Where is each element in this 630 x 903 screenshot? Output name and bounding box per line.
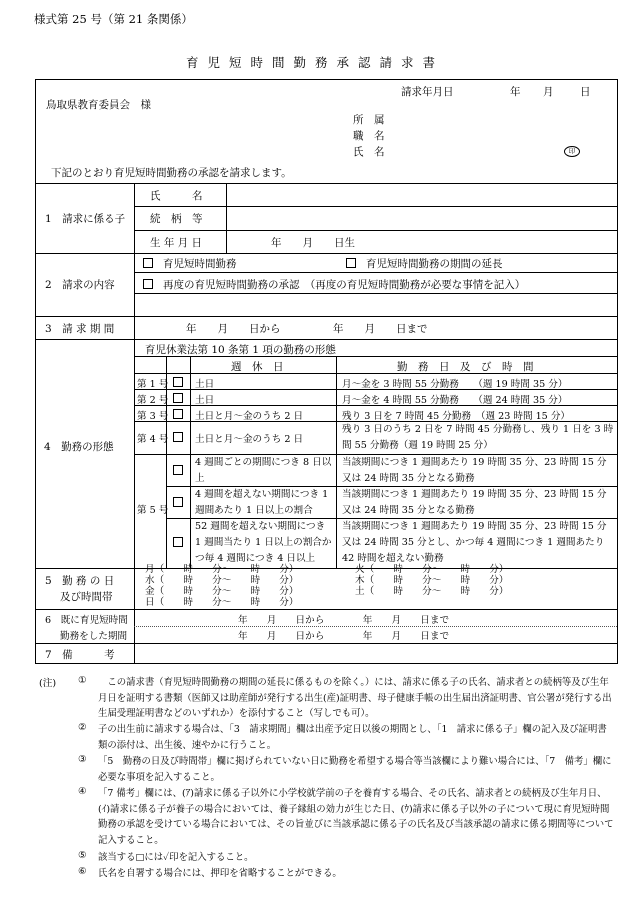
checkbox-short-time[interactable] [143, 258, 153, 268]
frame-top [35, 79, 618, 80]
row-no: 第 1 号 [137, 379, 169, 390]
section2-label: 2 請求の内容 [45, 279, 115, 291]
note-mark: ② [78, 722, 87, 733]
day-slot: 木（ 時 分～ 時 分） [355, 575, 509, 586]
day-slot: 水（ 時 分～ 時 分） [145, 575, 299, 586]
frame-bottom [35, 663, 618, 664]
note-text: 「5 勤務の日及び時間帯」欄に掲げられていない日に勤務を希望する場合等当該欄により難い場合には、「7 備考」欄に必要な事項を記入すること。 [98, 756, 612, 783]
section1-label: 1 請求に係る子 [45, 213, 126, 225]
checkbox-form-5a[interactable] [173, 465, 183, 475]
work-hours-cell: 当該期間につき 1 週間あたり 19 時間 35 分、23 時間 15 分又は 24 時間 35 分となる勤務 [342, 457, 607, 484]
section3-label: 3 請 求 期 間 [45, 323, 115, 335]
section6-label-2: 勤務をした期間 [60, 631, 128, 642]
checkbox-form-1[interactable] [173, 377, 183, 387]
addressee: 鳥取県教育委員会 様 [46, 99, 151, 111]
checkbox-form-5c[interactable] [173, 537, 183, 547]
checkbox-extension[interactable] [346, 258, 356, 268]
day-slot: 日（ 時 分～ 時 分） [145, 597, 299, 608]
form-title: 育児短時間勤務承認請求書 [185, 55, 444, 70]
checkbox-form-4[interactable] [173, 432, 183, 442]
rest-days-cell: 土日と月～金のうち 2 日 [195, 434, 304, 445]
child-name-label: 氏 名 [150, 190, 203, 202]
rest-days-cell: 土日 [195, 395, 215, 406]
note-mark: ⑥ [78, 866, 87, 877]
note-text: 該当する□には✓印を記入すること。 [98, 852, 254, 863]
row-no: 第 4 号 [137, 434, 169, 445]
note-mark: ① [78, 675, 87, 686]
rest-days-cell: 土日と月～金のうち 2 日 [195, 411, 304, 422]
work-hours-cell: 残り 3 日を 7 時間 45 分勤務 （週 23 時間 15 分） [342, 411, 571, 422]
section5-label-1: 5 勤 務 の 日 [45, 575, 115, 587]
work-hours-cell: 当該期間につき 1 週間あたり 19 時間 35 分、23 時間 15 分又は 24 時間 35 分とし、かつ毎 4 週間につき 1 週間あたり 42 時間を超えない勤務 [342, 521, 607, 564]
notes-label: (注) [39, 678, 57, 689]
row-no: 第 2 号 [137, 395, 169, 406]
period-line-1: 年 月 日から 年 月 日まで [238, 615, 450, 626]
checkbox-form-5b[interactable] [173, 497, 183, 507]
checkbox-reapproval[interactable] [143, 279, 153, 289]
seal-mark: 印 [564, 146, 580, 157]
position-label: 職 名 [353, 130, 385, 142]
frame-left [35, 79, 36, 664]
rest-days-cell: 4 週間ごとの期間につき 8 日以上 [195, 457, 332, 484]
request-month: 月 [543, 86, 554, 98]
row-no: 第 5 号 [137, 505, 169, 516]
child-relation-label: 続 柄 等 [150, 213, 203, 225]
work-hours-cell: 当該期間につき 1 週間あたり 19 時間 35 分、23 時間 15 分又は 24 時間 35 分となる勤務 [342, 489, 607, 516]
section4-label: 4 勤務の形態 [44, 441, 114, 453]
request-year: 年 [510, 86, 521, 98]
rest-days-cell: 土日 [195, 379, 215, 390]
checkbox-form-3[interactable] [173, 409, 183, 419]
row-no: 第 3 号 [137, 411, 169, 422]
note-text: この請求書（育児短時間勤務の期間の延長に係るものを除く。）には、請求に係る子の氏名、請求者との続柄等及び生年月日を証明する書類（医師又は助産師が発行する出生(産)証明書、母子健康手帳の出生届出済証明書、官公署が発行する出生届受理証明書などのいずれか）を添付すること（写しでも可）。 [98, 677, 612, 719]
section5-label-2: 及び時間帯 [60, 591, 113, 603]
period-value: 年 月 日から 年 月 日まで [186, 323, 428, 335]
section6-label-1: 6 既に育児短時間 [45, 615, 128, 626]
work-hours-cell: 月～金を 4 時間 55 分勤務 （週 24 時間 35 分） [342, 395, 568, 406]
work-hours-cell: 残り 3 日のうち 2 日を 7 時間 45 分勤務し、残り 1 日を 3 時間 55 分勤務（週 19 時間 25 分） [342, 424, 614, 451]
frame-right [617, 79, 618, 664]
day-slot: 火（ 時 分～ 時 分） [355, 564, 509, 575]
option-reapproval: 再度の育児短時間勤務の承認 （再度の育児短時間勤務が必要な事情を記入） [163, 279, 526, 291]
option-short-time: 育児短時間勤務 [163, 258, 237, 270]
option-extension: 育児短時間勤務の期間の延長 [366, 258, 503, 270]
checkbox-form-2[interactable] [173, 393, 183, 403]
note-text: 「7 備考」欄には、(ｱ)請求に係る子以外に小学校就学前の子を養育する場合、その氏名、請求者との続柄及び生年月日、(ｲ)請求に係る子が養子の場合においては、養子縁組の効力が生じた日、(ｳ)請求に係る子以外の子について現に育児短時間勤務の承認を受けている場合においては、その旨並びに当該承認に係る子の氏名及び当該承認の請求に係る期間等について記入すること。 [98, 788, 614, 846]
section7-label: 7 備 考 [45, 649, 115, 661]
work-form-header: 育児休業法第 10 条第 1 項の勤務の形態 [145, 344, 336, 356]
request-date-label: 請求年月日 [401, 86, 454, 98]
request-day: 日 [580, 86, 591, 98]
day-slot: 月（ 時 分～ 時 分） [145, 564, 299, 575]
col-work-hours: 勤 務 日 及 び 時 間 [397, 361, 534, 373]
day-slot: 土（ 時 分～ 時 分） [355, 586, 509, 597]
note-mark: ③ [78, 754, 87, 765]
note-text: 氏名を自署する場合には、押印を省略することができる。 [98, 868, 342, 879]
name-label: 氏 名 [353, 146, 385, 158]
rest-days-cell: 52 週間を超えない期間につき 1 週間当たり 1 日以上の割合かつ毎 4 週間につき 4 日以上 [195, 521, 332, 564]
affiliation-label: 所 属 [353, 114, 385, 126]
note-text: 子の出生前に請求する場合は、「3 請求期間」欄は出産予定日以後の期間とし、「1 請求に係る子」欄の記入及び証明書類の添付は、出生後、速やかに行うこと。 [98, 724, 607, 751]
period-line-2: 年 月 日から 年 月 日まで [238, 631, 450, 642]
day-slot: 金（ 時 分～ 時 分） [145, 586, 299, 597]
intro-text: 下記のとおり育児短時間勤務の承認を請求します。 [51, 167, 292, 179]
rest-days-cell: 4 週間を超えない期間につき 1 週間あたり 1 日以上の割合 [195, 489, 329, 516]
child-birth-value: 年 月 日生 [271, 237, 355, 249]
note-mark: ④ [78, 786, 87, 797]
work-hours-cell: 月～金を 3 時間 55 分勤務 （週 19 時間 35 分） [342, 379, 568, 390]
form-id: 様式第 25 号（第 21 条関係） [34, 12, 193, 26]
note-mark: ⑤ [78, 850, 87, 861]
child-birth-label: 生 年 月 日 [150, 237, 203, 249]
col-rest-days: 週 休 日 [231, 361, 284, 373]
